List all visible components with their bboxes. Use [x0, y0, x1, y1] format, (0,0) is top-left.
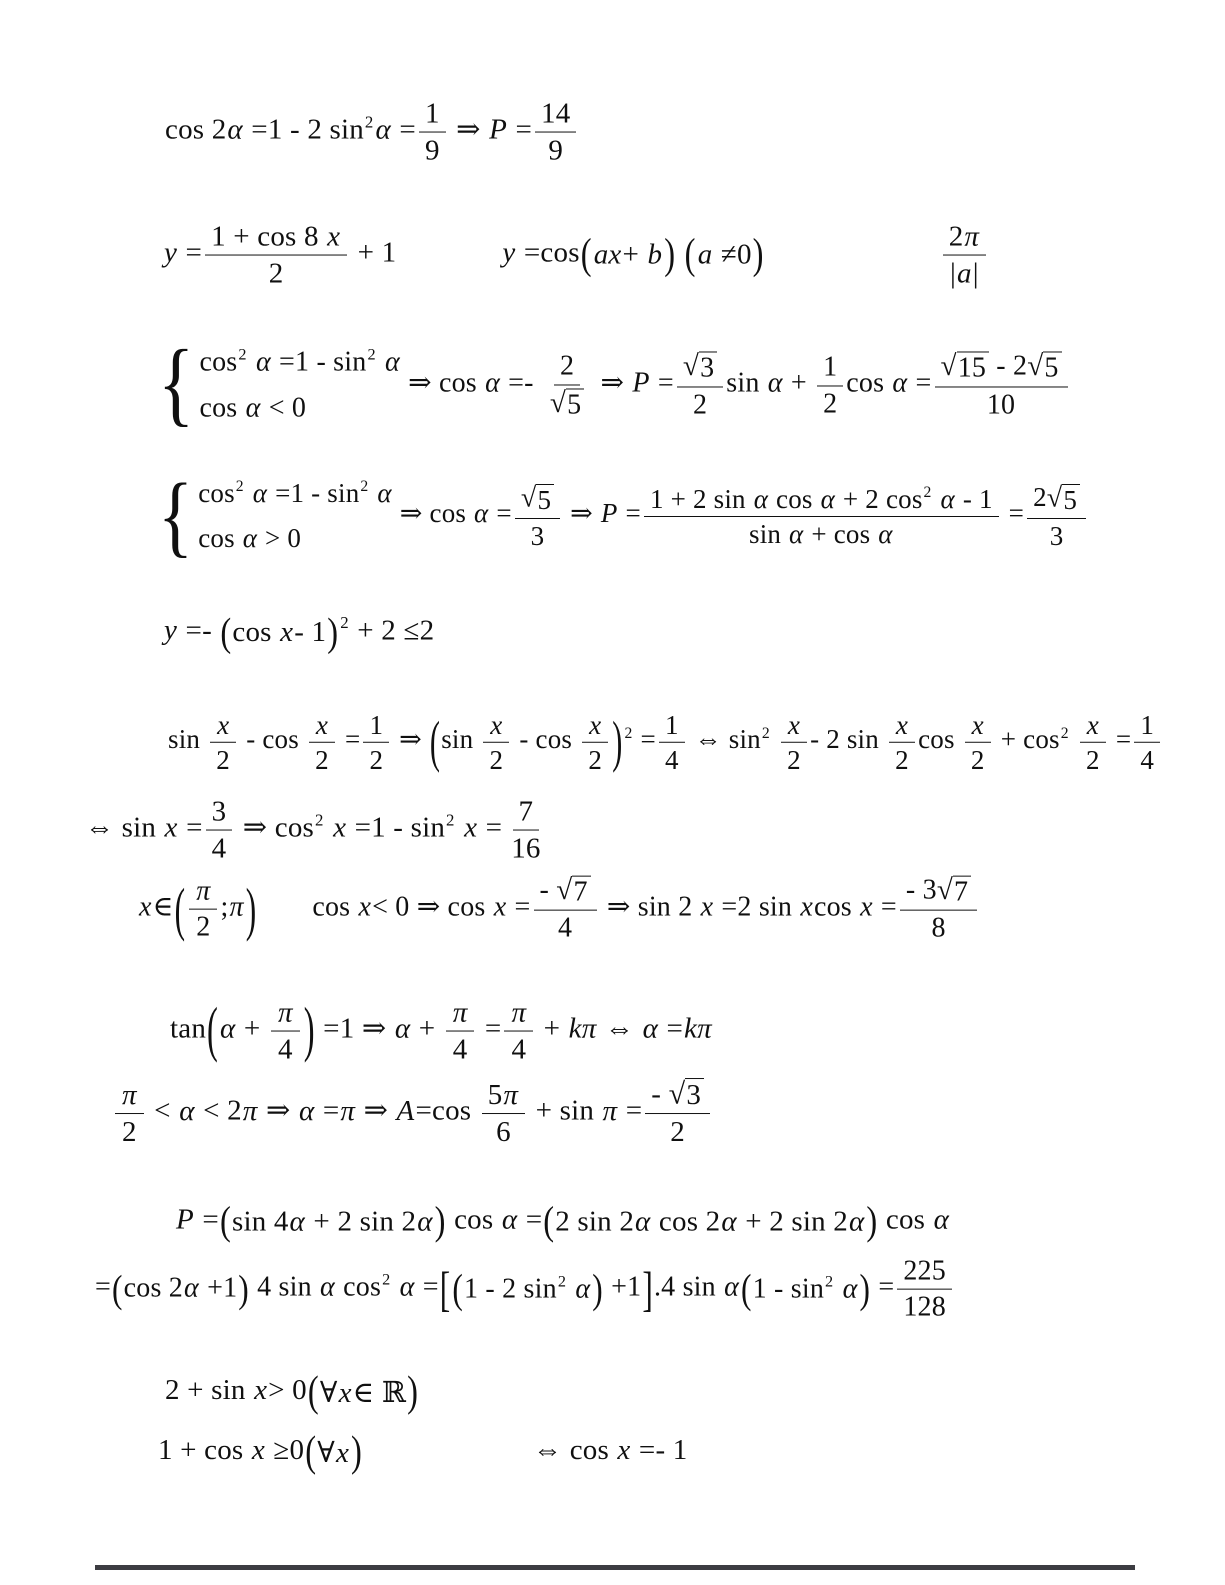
formula-line-8: x∈ ( $\frac{\pi}{2}$ ;π ) cos x< 0 ⇒ cos x = - √ 7 4 ⇒ sin 2 x =2 sin xcos x = - 3 √ 7 8	[138, 874, 980, 945]
formula-line-4: { $\cos^2 \alpha =1 - \sin^2 \alpha$ cos α > 0 ⇒ cos α = √ 5 3 ⇒ P = $\frac{1 + 2 \sin \alpha \cos \alpha + 2 \cos^2 \alpha - 1}{\text{sin α + cos α}}$ = 2 √ 5 3	[158, 478, 1089, 554]
formula-line-9: tan ( α + $\frac{\pi}{4}$ ) =1 ⇒ α + $\frac{\pi}{4}$ = $\frac{\pi}{4}$ + kπ ⇔ α =kπ	[170, 996, 712, 1066]
formula-line-1: cos 2α =1 - 2 $\sin^2\alpha$ = $\frac{1}{9}$ ⇒ P = $\frac{14}{9}$	[165, 97, 579, 168]
formula-line-13: 2 + sin x> 0 ( ∀x∈ ℝ )	[165, 1367, 419, 1417]
formula-line-7: ⇔ sin x = $\frac{3}{4}$ ⇒ $\cos^2 x =1 - \sin^2 x$ = $\frac{7}{16}$	[85, 795, 541, 865]
formula-line-5: y =- ( cos x- 1 ) $^2$ + 2 ≤2	[164, 609, 435, 655]
formula-line-10: $\frac{\pi}{2}$ < α < 2π ⇒ α =π ⇒ A=cos $\frac{5\pi}{6}$ + sin π = - √ 3 2	[112, 1077, 713, 1149]
page-bottom-rule	[95, 1565, 1135, 1570]
formula-line-2: y = $\frac{1 + \cos 8 x}{2}$ + 1 y =cos ( ax+ b ) ( a ≠0 ) $\frac{2\pi}{|a|}$	[163, 220, 989, 291]
formula-line-6: sin $\frac{x}{2}$ - cos $\frac{x}{2}$ = $\frac{1}{2}$ ⇒ ( sin $\frac{x}{2}$ - cos $\frac{x}{2}$ ) $^2$ = $\frac{1}{4}$ ⇔ $\sin^2$ $\frac{x}{2}$ - 2 sin $\frac{x}{2}$ cos $\frac{x}{2}$ + $\cos^2$ $\frac{x}{2}$ = $\frac{1}{4}$	[168, 709, 1163, 775]
formula-line-14: 1 + cos x ≥0 ( ∀x ) ⇔ cos x =- 1	[158, 1427, 688, 1477]
formula-line-3: { $\cos^2 \alpha =1 - \sin^2 \alpha$ cos α < 0 ⇒ cos α =- 2 √ 5 ⇒ P = √ 3 2 sin α + $\frac{1}{2}$ cos α = √ 15 - 2 √ 5 10	[158, 345, 1071, 424]
formula-line-12: = ( cos 2α +1 ) 4 sin α $\cos^2 \alpha$ = [ ( 1 - 2 $\sin^2 \alpha$ ) +1 ] .4 sin α ( $1 - \sin^2 \alpha$ ) = $\frac{225}{128}$	[95, 1255, 955, 1324]
formula-line-11: P = ( sin 4α + 2 sin 2α ) cos α = ( 2 sin 2α cos 2α + 2 sin 2α ) cos α	[176, 1199, 950, 1245]
